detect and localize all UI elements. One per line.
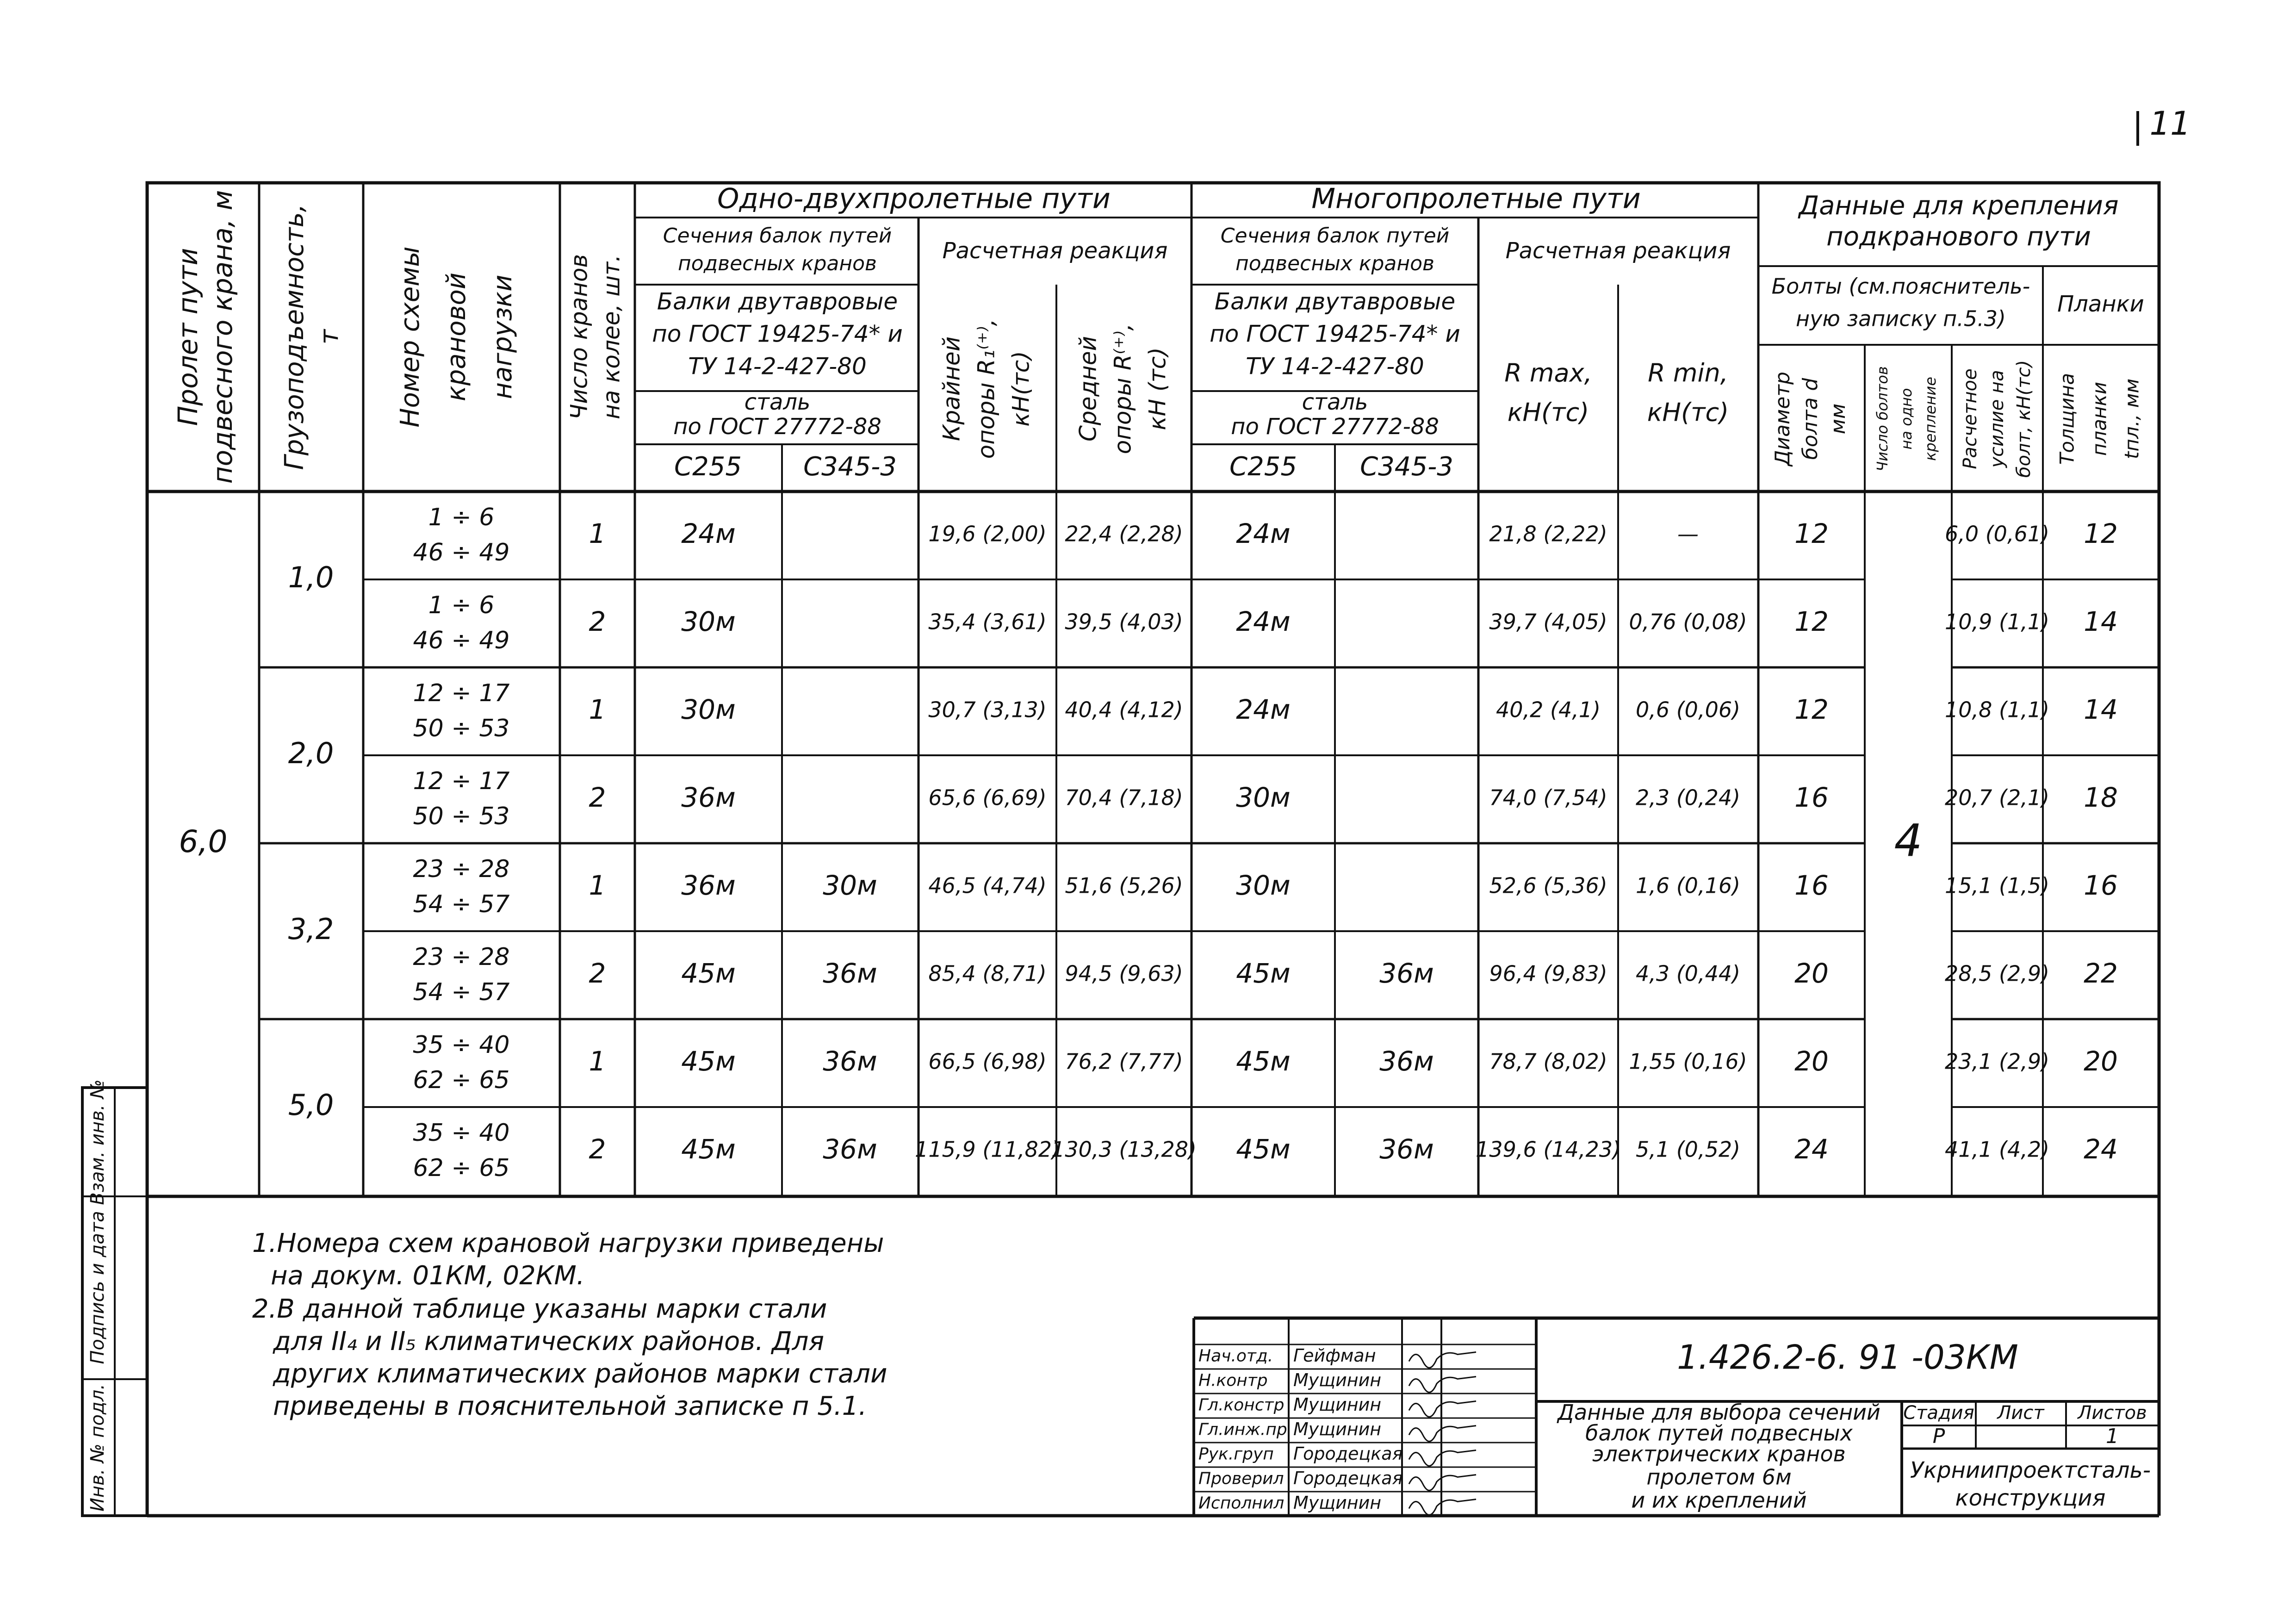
scheme-range-1: 12 ÷ 17 (413, 767, 510, 795)
section1-c345: 36м (823, 1133, 877, 1165)
hdr-plate-thk-1: Толщина (2055, 373, 2079, 465)
table-header (172, 183, 2144, 484)
crane-count: 2 (589, 958, 606, 989)
hdr-bolts-1: Болты (см.пояснитель- (1771, 274, 2030, 299)
plate-thickness: 18 (2084, 782, 2118, 814)
bolt-force: 15,1 (1,5) (1944, 873, 2050, 898)
reaction-max: 78,7 (8,02) (1489, 1049, 1607, 1074)
hdr-span-1: Пролет пути (172, 248, 204, 426)
table-row (413, 591, 2118, 654)
sheet-number: 11 (2149, 105, 2191, 143)
hdr-group2-sections-2: подвесных кранов (1235, 252, 1434, 275)
hdr-r-mid-3: кН (тс) (1144, 347, 1171, 430)
hdr-group1-beams-3: ТУ 14-2-427-80 (688, 353, 867, 380)
tb-name: Мущинин (1293, 1419, 1382, 1439)
hdr-r-edge-1: Крайней (938, 336, 965, 442)
hdr-group1-beams-2: по ГОСТ 19425-74* и (652, 320, 903, 348)
hdr-bolt-count-2: на одно (1898, 388, 1915, 450)
note-line-3: 2.В данной таблице указаны марки стали (252, 1294, 827, 1325)
crane-count: 1 (589, 518, 606, 550)
capacity-value: 3,2 (288, 912, 334, 946)
signature-icon (1409, 1475, 1476, 1491)
bolt-diameter: 16 (1794, 870, 1829, 902)
crane-count: 2 (589, 1133, 606, 1165)
reaction-edge: 66,5 (6,98) (928, 1049, 1047, 1074)
hdr-span-2: подвесного крана, м (207, 190, 239, 484)
section2-c255: 24м (1236, 606, 1291, 638)
tb-role: Исполнил (1198, 1493, 1285, 1513)
crane-count: 1 (589, 1045, 606, 1077)
hdr-group1-c255: С255 (674, 452, 742, 482)
bolt-force: 20,7 (2,1) (1944, 785, 2050, 810)
table-row (413, 504, 2118, 566)
desc-line-5: и их креплений (1631, 1487, 1807, 1513)
tb-role: Н.контр (1198, 1371, 1268, 1390)
hdr-group1-title: Одно-двухпролетные пути (717, 182, 1111, 215)
hdr-group1-steel-2: по ГОСТ 27772-88 (673, 414, 881, 440)
bolt-count-value: 4 (1894, 815, 1923, 867)
bolt-diameter: 12 (1794, 518, 1829, 550)
scheme-range-1: 35 ÷ 40 (413, 1031, 510, 1059)
hdr-bolt-diam-2: болта d (1799, 378, 1822, 460)
section1-c345: 36м (823, 958, 877, 989)
sheets-value: 1 (2106, 1425, 2119, 1448)
stage-value: Р (1932, 1425, 1945, 1448)
reaction-edge: 30,7 (3,13) (928, 697, 1047, 722)
crane-count: 1 (589, 694, 606, 726)
reaction-max: 39,7 (4,05) (1489, 609, 1607, 635)
hdr-capacity-2: т (314, 329, 345, 345)
scheme-range-2: 54 ÷ 57 (413, 890, 510, 918)
stamp-replace-inv: Взам. инв. № (87, 1079, 108, 1205)
hdr-scheme-2: крановой (441, 272, 472, 402)
hdr-bolts-2: ную записку п.5.3) (1796, 306, 2006, 331)
hdr-bolt-force-2: усилие на (1986, 370, 2008, 468)
bolt-diameter: 12 (1794, 694, 1829, 726)
reaction-mid: 94,5 (9,63) (1065, 961, 1183, 986)
hdr-cranes-2: на колее, шт. (598, 254, 625, 420)
hdr-group2-beams-1: Балки двутавровые (1214, 288, 1456, 315)
tb-name: Городецкая (1293, 1468, 1403, 1488)
plate-thickness: 14 (2084, 694, 2118, 726)
bolt-diameter: 20 (1794, 958, 1829, 989)
tb-role: Гл.констр (1198, 1395, 1285, 1415)
scheme-range-2: 50 ÷ 53 (413, 803, 510, 830)
plate-thickness: 12 (2084, 518, 2118, 550)
hdr-group2-sections-1: Сечения балок путей (1220, 224, 1450, 248)
capacity-value: 2,0 (288, 736, 334, 771)
scheme-range-1: 1 ÷ 6 (428, 591, 495, 619)
capacity-value: 5,0 (288, 1088, 334, 1122)
hdr-group2-title: Многопролетные пути (1311, 182, 1641, 215)
plate-thickness: 20 (2084, 1045, 2118, 1077)
hdr-scheme-3: нагрузки (488, 274, 518, 399)
reaction-min: 1,55 (0,16) (1629, 1049, 1747, 1074)
tb-name: Мущинин (1293, 1493, 1382, 1513)
scheme-range-1: 23 ÷ 28 (413, 943, 510, 971)
scheme-range-2: 46 ÷ 49 (413, 627, 510, 654)
hdr-group2-c345: С345-3 (1360, 452, 1453, 482)
hdr-cranes-1: Число кранов (565, 254, 593, 420)
stage-label: Стадия (1903, 1402, 1974, 1424)
hdr-plates: Планки (2057, 291, 2144, 317)
bolt-force: 28,5 (2,9) (1944, 961, 2050, 986)
scheme-range-2: 50 ÷ 53 (413, 715, 510, 742)
note-line-1: 1.Номера схем крановой нагрузки приведены (252, 1228, 884, 1259)
bolt-force: 10,8 (1,1) (1944, 697, 2050, 722)
reaction-max: 139,6 (14,23) (1476, 1137, 1621, 1162)
bolt-force: 23,1 (2,9) (1944, 1049, 2050, 1074)
reaction-max: 96,4 (9,83) (1489, 961, 1607, 986)
section1-c255: 24м (681, 518, 736, 550)
bolt-diameter: 20 (1794, 1045, 1829, 1077)
section1-c255: 30м (681, 606, 736, 638)
scheme-range-1: 23 ÷ 28 (413, 855, 510, 883)
table-row (413, 767, 2118, 830)
reaction-max: 21,8 (2,22) (1489, 521, 1607, 547)
section2-c255: 45м (1236, 1045, 1291, 1077)
signature-icon (1409, 1352, 1476, 1368)
reaction-min: 0,76 (0,08) (1629, 609, 1747, 635)
tb-role: Проверил (1198, 1469, 1284, 1488)
reaction-min: 0,6 (0,06) (1635, 697, 1741, 722)
notes (252, 1228, 887, 1421)
scheme-range-2: 62 ÷ 65 (413, 1066, 510, 1094)
plate-thickness: 24 (2084, 1133, 2118, 1165)
desc-line-3: электрических кранов (1592, 1441, 1846, 1467)
section2-c345: 36м (1379, 1045, 1434, 1077)
hdr-group2-steel-1: сталь (1302, 389, 1368, 415)
section1-c255: 45м (681, 1045, 736, 1077)
hdr-r-edge-2: опоры R₁⁽⁺⁾, (973, 318, 1000, 459)
scheme-range-2: 62 ÷ 65 (413, 1154, 510, 1182)
reaction-min: 5,1 (0,52) (1635, 1137, 1741, 1162)
reaction-max: 52,6 (5,36) (1489, 873, 1607, 898)
signature-icon (1409, 1377, 1476, 1393)
hdr-rmax-1: R max, (1504, 358, 1592, 388)
signature-icon (1409, 1401, 1476, 1417)
sheets-label: Листов (2078, 1402, 2147, 1424)
section2-c255: 30м (1236, 782, 1291, 814)
signature-icon (1409, 1426, 1476, 1442)
hdr-group2-beams-3: ТУ 14-2-427-80 (1246, 353, 1424, 380)
reaction-mid: 76,2 (7,77) (1065, 1049, 1183, 1074)
signature-icon (1409, 1450, 1476, 1466)
hdr-bolt-count-3: крепление (1922, 377, 1939, 461)
scheme-range-1: 12 ÷ 17 (413, 679, 510, 707)
note-line-6: приведены в пояснительной записке п 5.1. (273, 1391, 867, 1422)
tb-role: Гл.инж.пр (1198, 1420, 1287, 1439)
hdr-r-mid-1: Средней (1074, 336, 1102, 442)
bolt-diameter: 16 (1794, 782, 1829, 814)
tb-name: Гейфман (1293, 1345, 1376, 1366)
org-line-2: конструкция (1955, 1485, 2106, 1511)
hdr-group3-title-1: Данные для крепления (1799, 191, 2119, 221)
hdr-group1-sections-1: Сечения балок путей (663, 224, 892, 248)
hdr-group1-reaction: Расчетная реакция (942, 238, 1168, 264)
hdr-r-mid-2: опоры R⁽⁺⁾, (1109, 323, 1136, 454)
section2-c255: 45м (1236, 1133, 1291, 1165)
scheme-range-2: 54 ÷ 57 (413, 978, 510, 1006)
hdr-group2-steel-2: по ГОСТ 27772-88 (1231, 414, 1439, 440)
table-row (413, 943, 2118, 1006)
desc-line-2: балок путей подвесных (1585, 1420, 1853, 1446)
reaction-mid: 70,4 (7,18) (1065, 785, 1183, 810)
tb-role: Рук.груп (1198, 1444, 1274, 1464)
hdr-bolt-force-1: Расчетное (1960, 368, 1981, 469)
hdr-plate-thk-2: планки (2088, 381, 2111, 456)
table-row (413, 1031, 2118, 1094)
section2-c345: 36м (1379, 1133, 1434, 1165)
crane-count: 2 (589, 782, 606, 814)
section2-c255: 24м (1236, 518, 1291, 550)
section1-c255: 45м (681, 958, 736, 989)
scheme-range-1: 35 ÷ 40 (413, 1119, 510, 1147)
section1-c255: 36м (681, 870, 736, 902)
hdr-rmin-2: кН(тс) (1647, 398, 1729, 427)
scheme-range-2: 46 ÷ 49 (413, 539, 510, 566)
reaction-mid: 22,4 (2,28) (1065, 521, 1183, 547)
hdr-bolt-force-3: болт, кН(тс) (2013, 360, 2035, 478)
tb-role: Нач.отд. (1198, 1346, 1273, 1366)
section1-c255: 30м (681, 694, 736, 726)
section1-c345: 36м (823, 1045, 877, 1077)
note-line-4: для II₄ и II₅ климатических районов. Для (273, 1326, 825, 1357)
plate-thickness: 22 (2084, 958, 2118, 989)
capacity-value: 1,0 (288, 560, 334, 595)
reaction-max: 40,2 (4,1) (1496, 697, 1601, 722)
bolt-force: 10,9 (1,1) (1944, 609, 2050, 635)
section2-c255: 45м (1236, 958, 1291, 989)
section1-c345: 30м (823, 870, 877, 902)
reaction-edge: 35,4 (3,61) (928, 609, 1047, 635)
stamp-inv-orig: Инв. № подл. (87, 1384, 108, 1512)
signature-icon (1409, 1500, 1476, 1515)
hdr-scheme-1: Номер схемы (395, 246, 426, 428)
hdr-group1-c345: С345-3 (803, 452, 897, 482)
hdr-bolt-diam-3: мм (1826, 403, 1850, 435)
bolt-force: 41,1 (4,2) (1944, 1137, 2050, 1162)
hdr-group2-beams-2: по ГОСТ 19425-74* и (1210, 320, 1460, 348)
table-row (413, 679, 2118, 742)
reaction-min: 1,6 (0,16) (1635, 873, 1741, 898)
note-line-2: на докум. 01КМ, 02КМ. (271, 1261, 585, 1291)
section1-c255: 45м (681, 1133, 736, 1165)
note-line-5: других климатических районов марки стали (273, 1359, 887, 1389)
plate-thickness: 16 (2084, 870, 2118, 902)
title-block (1194, 1318, 2159, 1516)
reaction-max: 74,0 (7,54) (1489, 785, 1607, 810)
reaction-mid: 39,5 (4,03) (1065, 609, 1183, 635)
hdr-rmin-1: R min, (1648, 358, 1728, 388)
table-row (413, 855, 2118, 918)
hdr-group2-c255: С255 (1229, 452, 1297, 482)
reaction-min: 4,3 (0,44) (1635, 961, 1741, 986)
crane-count: 2 (589, 606, 606, 638)
hdr-capacity-1: Грузоподъемность, (279, 204, 310, 470)
hdr-group3-title-2: подкранового пути (1826, 222, 2091, 252)
reaction-mid: 51,6 (5,26) (1065, 873, 1183, 898)
reaction-min: 2,3 (0,24) (1635, 785, 1741, 810)
plate-thickness: 14 (2084, 606, 2118, 638)
stamp-signature-date: Подпись и дата (87, 1211, 108, 1364)
bolt-force: 6,0 (0,61) (1944, 521, 2050, 547)
org-line-1: Укрниипроектсталь- (1910, 1457, 2151, 1483)
reaction-edge: 115,9 (11,82) (915, 1137, 1060, 1162)
reaction-edge: 65,6 (6,69) (928, 785, 1047, 810)
table-row (413, 1119, 2118, 1182)
crane-count: 1 (589, 870, 606, 902)
reaction-mid: 130,3 (13,28) (1051, 1137, 1197, 1162)
tb-name: Городецкая (1293, 1444, 1403, 1464)
hdr-bolt-diam-1: Диаметр (1771, 372, 1794, 466)
hdr-bolt-count-1: Число болтов (1874, 366, 1891, 472)
bolt-diameter: 12 (1794, 606, 1829, 638)
doc-code: 1.426.2-6. 91 -03КМ (1677, 1338, 2018, 1377)
bolt-diameter: 24 (1794, 1133, 1829, 1165)
hdr-group1-beams-1: Балки двутавровые (657, 288, 898, 315)
sheet-label: Лист (1997, 1402, 2044, 1424)
reaction-edge: 85,4 (8,71) (928, 961, 1047, 986)
span-value: 6,0 (179, 824, 228, 860)
desc-line-1: Данные для выбора сечений (1558, 1400, 1880, 1425)
section2-c255: 24м (1236, 694, 1291, 726)
section2-c345: 36м (1379, 958, 1434, 989)
hdr-group1-steel-1: сталь (744, 389, 811, 415)
tb-name: Мущинин (1293, 1394, 1382, 1415)
hdr-plate-thk-3: tпл., мм (2120, 378, 2143, 460)
tb-name: Мущинин (1293, 1370, 1382, 1390)
section1-c255: 36м (681, 782, 736, 814)
reaction-min: — (1677, 521, 1699, 547)
section2-c255: 30м (1236, 870, 1291, 902)
reaction-mid: 40,4 (4,12) (1065, 697, 1183, 722)
scheme-range-1: 1 ÷ 6 (428, 504, 495, 531)
reaction-edge: 46,5 (4,74) (928, 873, 1047, 898)
hdr-group2-reaction: Расчетная реакция (1505, 238, 1731, 264)
hdr-r-edge-3: кН(тс) (1007, 351, 1035, 427)
hdr-group1-sections-2: подвесных кранов (678, 252, 877, 275)
hdr-rmax-2: кН(тс) (1507, 398, 1589, 427)
side-stamp (82, 1079, 147, 1516)
reaction-edge: 19,6 (2,00) (928, 521, 1047, 547)
desc-line-4: пролетом 6м (1646, 1464, 1792, 1490)
